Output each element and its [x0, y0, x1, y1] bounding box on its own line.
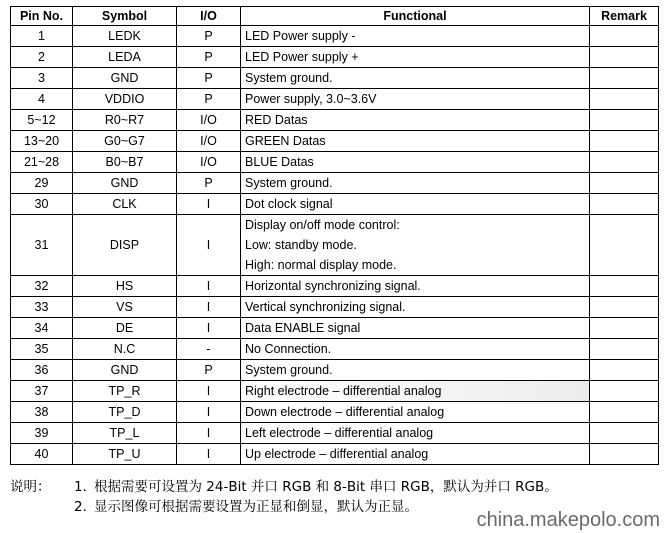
io-cell: I — [177, 318, 241, 339]
table-row — [11, 194, 659, 215]
symbol-cell: GND — [73, 360, 177, 381]
remark-cell — [590, 276, 659, 297]
functional-line: GREEN Datas — [245, 134, 326, 148]
pin-cell: 29 — [11, 173, 73, 194]
header-row — [11, 7, 659, 26]
io-cell: I/O — [177, 131, 241, 152]
remark-cell — [590, 318, 659, 339]
functional-line: Vertical synchronizing signal. — [245, 300, 406, 314]
functional-cell — [241, 444, 590, 465]
functional-cell — [241, 26, 590, 47]
note-text: 根据需要可设置为 24-Bit 并口 RGB 和 8-Bit 串口 RGB，默认为并口 RGB。 — [94, 479, 558, 495]
table-row — [11, 297, 659, 318]
pin-cell: 21~28 — [11, 152, 73, 173]
pin-cell: 38 — [11, 402, 73, 423]
functional-cell — [241, 423, 590, 444]
symbol-cell: LEDA — [73, 47, 177, 68]
remark-cell — [590, 173, 659, 194]
io-cell: I/O — [177, 110, 241, 131]
functional-cell — [241, 276, 590, 297]
io-cell: I — [177, 194, 241, 215]
functional-line: Left electrode – differential analog — [245, 426, 434, 440]
pin-cell: 31 — [11, 215, 73, 276]
pin-cell: 36 — [11, 360, 73, 381]
remark-cell — [590, 47, 659, 68]
note-number: 1. — [74, 479, 87, 495]
functional-cell — [241, 297, 590, 318]
pin-cell: 37 — [11, 381, 73, 402]
symbol-cell: GND — [73, 173, 177, 194]
remark-cell — [590, 444, 659, 465]
io-cell: P — [177, 47, 241, 68]
pin-cell: 32 — [11, 276, 73, 297]
functional-cell — [241, 402, 590, 423]
notes-lead: 说明： — [10, 479, 51, 495]
functional-cell — [241, 89, 590, 110]
header-functional: Functional — [241, 7, 590, 26]
io-cell: P — [177, 26, 241, 47]
io-cell: P — [177, 89, 241, 110]
table-row — [11, 68, 659, 89]
table-row — [11, 339, 659, 360]
functional-cell — [241, 339, 590, 360]
symbol-cell: N.C — [73, 339, 177, 360]
remark-cell — [590, 215, 659, 276]
functional-cell — [241, 318, 590, 339]
pin-cell: 33 — [11, 297, 73, 318]
pin-cell: 4 — [11, 89, 73, 110]
table-row — [11, 423, 659, 444]
symbol-cell: TP_L — [73, 423, 177, 444]
functional-cell — [241, 47, 590, 68]
remark-cell — [590, 194, 659, 215]
io-cell: P — [177, 173, 241, 194]
remark-cell — [590, 402, 659, 423]
header-symbol: Symbol — [73, 7, 177, 26]
symbol-cell: GND — [73, 68, 177, 89]
remark-cell — [590, 89, 659, 110]
functional-line: Power supply, 3.0~3.6V — [245, 92, 377, 106]
pin-cell: 5~12 — [11, 110, 73, 131]
functional-line: LED Power supply + — [245, 50, 359, 64]
functional-cell — [241, 381, 590, 402]
functional-line: Down electrode – differential analog — [245, 405, 445, 419]
functional-cell — [241, 152, 590, 173]
io-cell: I — [177, 381, 241, 402]
symbol-cell: R0~R7 — [73, 110, 177, 131]
functional-line: Up electrode – differential analog — [245, 447, 429, 461]
io-cell: I — [177, 444, 241, 465]
note-row-1 — [10, 477, 558, 497]
functional-cell — [241, 215, 590, 276]
pin-table — [10, 6, 659, 465]
remark-cell — [590, 131, 659, 152]
functional-line: Right electrode – differential analog — [245, 384, 442, 398]
pin-cell: 35 — [11, 339, 73, 360]
table-row — [11, 173, 659, 194]
io-cell: I — [177, 402, 241, 423]
remark-cell — [590, 381, 659, 402]
pin-table-body — [11, 26, 659, 465]
remark-cell — [590, 339, 659, 360]
table-row — [11, 89, 659, 110]
pin-cell: 1 — [11, 26, 73, 47]
pin-cell: 34 — [11, 318, 73, 339]
functional-line: System ground. — [245, 363, 333, 377]
header-pin: Pin No. — [11, 7, 73, 26]
table-row — [11, 444, 659, 465]
remark-cell — [590, 68, 659, 89]
functional-cell — [241, 360, 590, 381]
table-row — [11, 110, 659, 131]
functional-line: RED Datas — [245, 113, 308, 127]
symbol-cell: TP_D — [73, 402, 177, 423]
functional-line: LED Power supply - — [245, 29, 356, 43]
io-cell: I — [177, 215, 241, 276]
pin-cell: 3 — [11, 68, 73, 89]
symbol-cell: DISP — [73, 215, 177, 276]
functional-line: System ground. — [245, 176, 333, 190]
functional-cell — [241, 131, 590, 152]
functional-line: Data ENABLE signal — [245, 321, 361, 335]
pin-cell: 13~20 — [11, 131, 73, 152]
symbol-cell: TP_R — [73, 381, 177, 402]
functional-cell — [241, 173, 590, 194]
symbol-cell: HS — [73, 276, 177, 297]
functional-line: High: normal display mode. — [245, 258, 397, 272]
functional-line: BLUE Datas — [245, 155, 314, 169]
table-row — [11, 276, 659, 297]
watermark: china.makepolo.com — [476, 509, 660, 531]
table-row — [11, 131, 659, 152]
table-row — [11, 152, 659, 173]
pin-cell: 30 — [11, 194, 73, 215]
symbol-cell: DE — [73, 318, 177, 339]
functional-cell — [241, 68, 590, 89]
symbol-cell: B0~B7 — [73, 152, 177, 173]
note-number: 2. — [74, 499, 87, 515]
functional-cell — [241, 194, 590, 215]
note-text: 显示图像可根据需要设置为正显和倒显，默认为正显。 — [94, 499, 418, 515]
table-row — [11, 47, 659, 68]
symbol-cell: G0~G7 — [73, 131, 177, 152]
io-cell: P — [177, 360, 241, 381]
pin-cell: 40 — [11, 444, 73, 465]
io-cell: I — [177, 423, 241, 444]
remark-cell — [590, 297, 659, 318]
remark-cell — [590, 26, 659, 47]
table-row — [11, 318, 659, 339]
pin-cell: 39 — [11, 423, 73, 444]
symbol-cell: CLK — [73, 194, 177, 215]
header-remark: Remark — [590, 7, 659, 26]
table-row — [11, 381, 659, 402]
io-cell: P — [177, 68, 241, 89]
functional-line: No Connection. — [245, 342, 332, 356]
remark-cell — [590, 110, 659, 131]
table-row — [11, 402, 659, 423]
io-cell: I/O — [177, 152, 241, 173]
header-io: I/O — [177, 7, 241, 26]
symbol-cell: LEDK — [73, 26, 177, 47]
symbol-cell: TP_U — [73, 444, 177, 465]
functional-line: Display on/off mode control: — [245, 218, 400, 232]
pin-cell: 2 — [11, 47, 73, 68]
remark-cell — [590, 423, 659, 444]
symbol-cell: VDDIO — [73, 89, 177, 110]
remark-cell — [590, 360, 659, 381]
table-row — [11, 360, 659, 381]
io-cell: I — [177, 276, 241, 297]
io-cell: I — [177, 297, 241, 318]
remark-cell — [590, 152, 659, 173]
functional-line: Low: standby mode. — [245, 238, 357, 252]
functional-cell — [241, 110, 590, 131]
table-row — [11, 26, 659, 47]
symbol-cell: VS — [73, 297, 177, 318]
io-cell: - — [177, 339, 241, 360]
functional-line: Dot clock signal — [245, 197, 333, 211]
table-row — [11, 215, 659, 276]
functional-line: System ground. — [245, 71, 333, 85]
functional-line: Horizontal synchronizing signal. — [245, 279, 421, 293]
